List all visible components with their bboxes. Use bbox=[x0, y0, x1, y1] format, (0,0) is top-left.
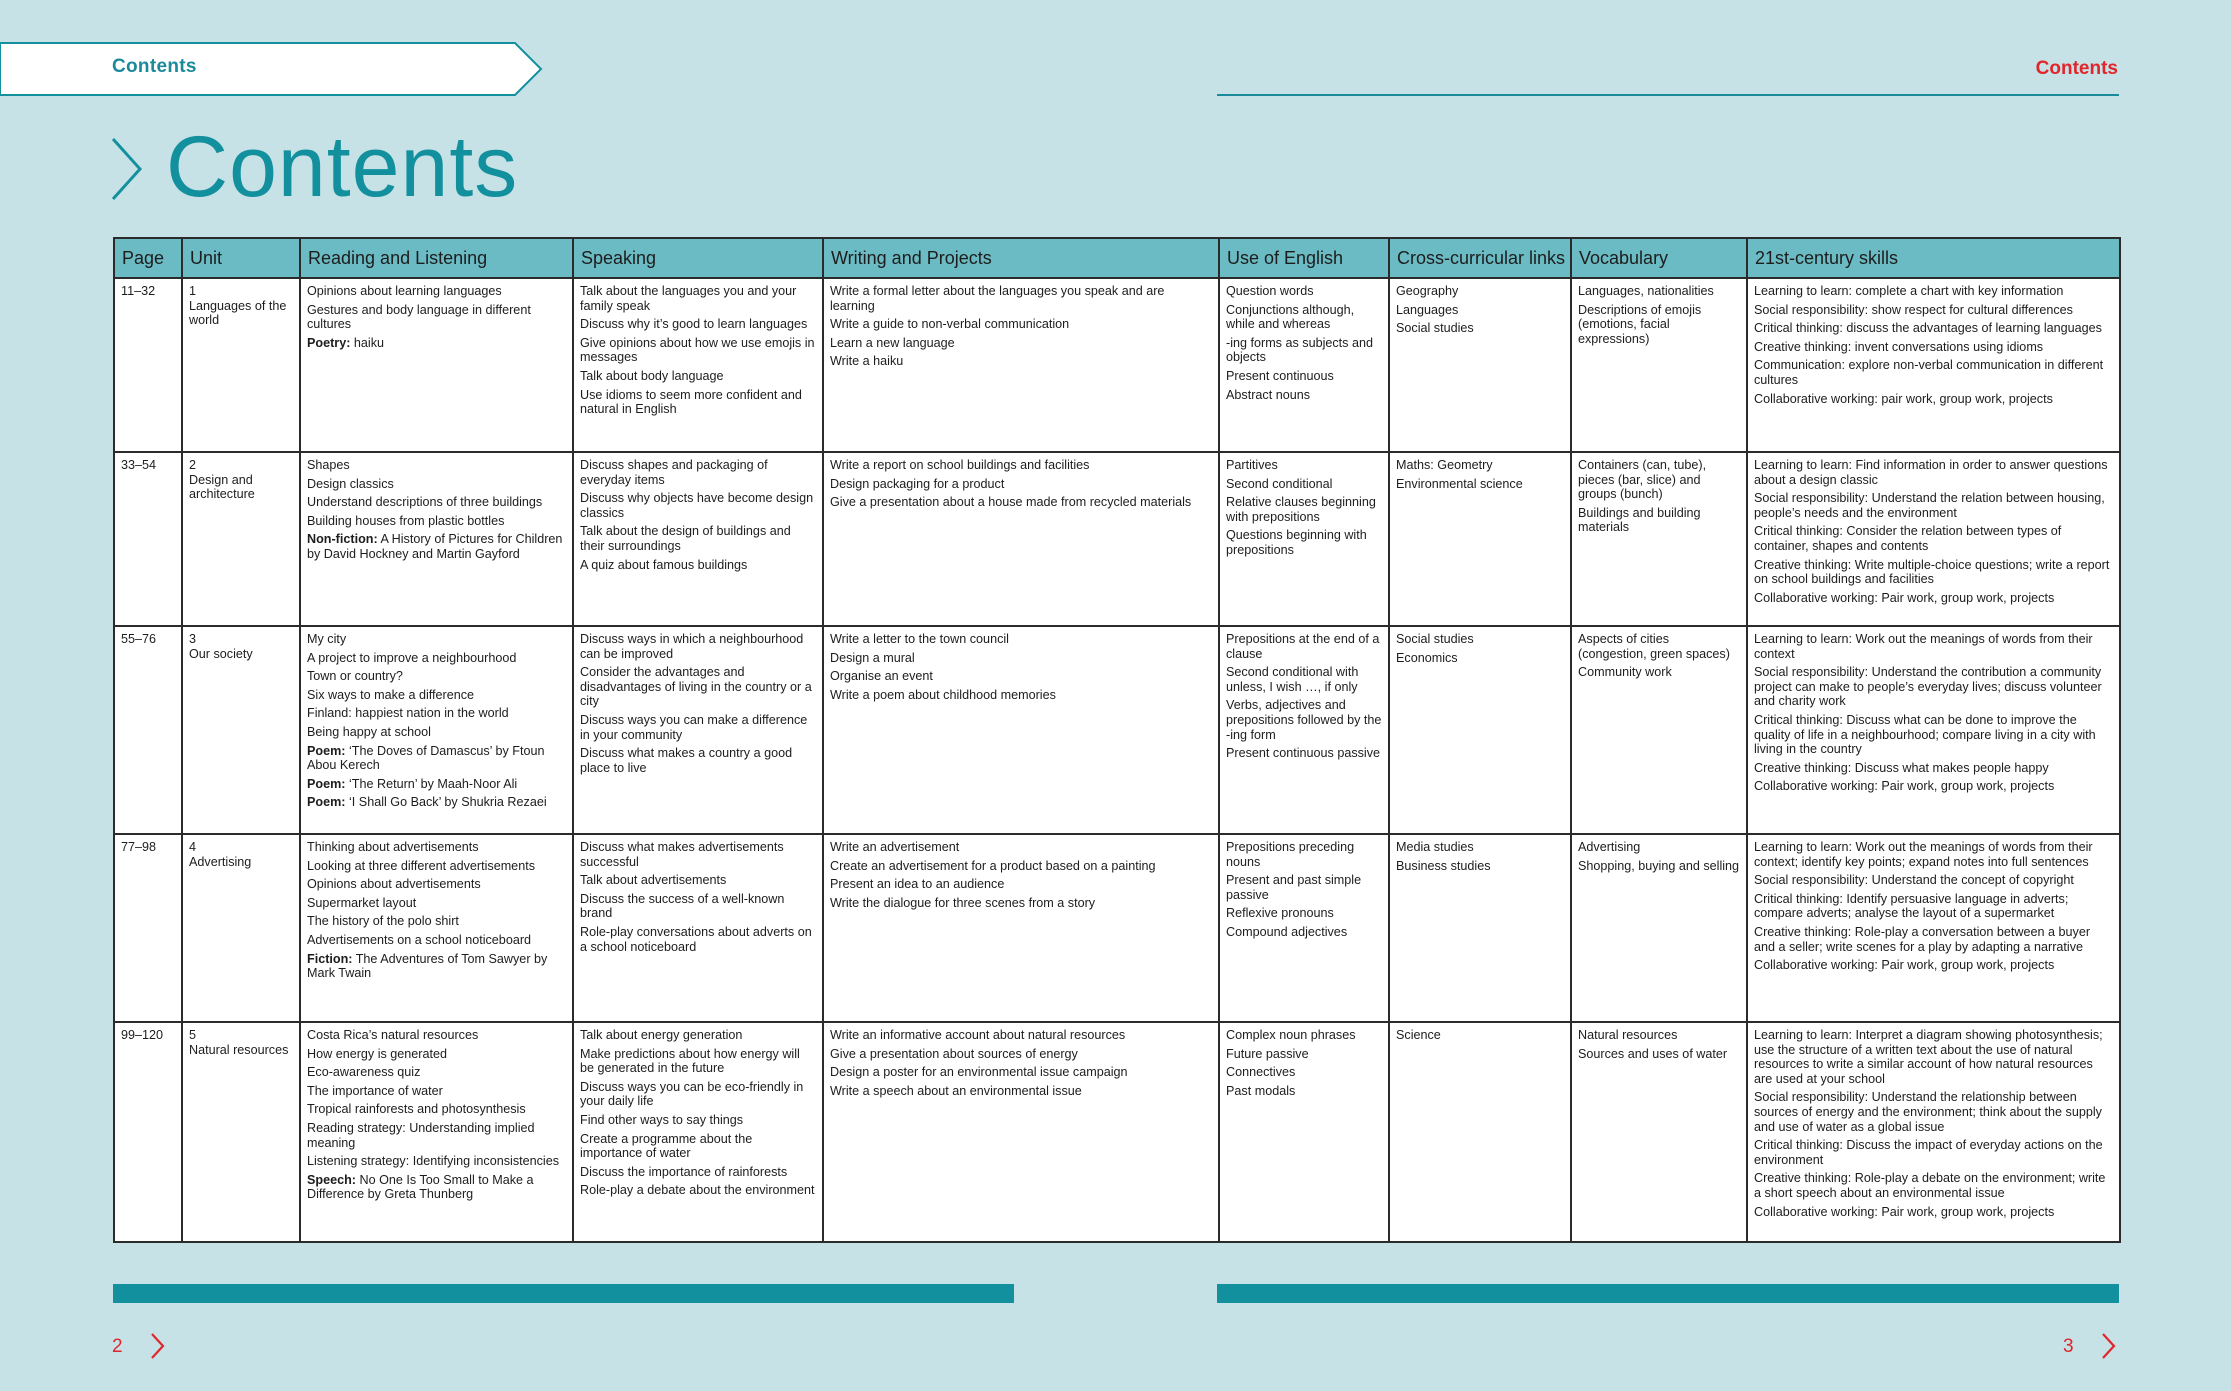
chevron-right-icon bbox=[110, 136, 144, 202]
list-item: Creative thinking: Discuss what makes people happy bbox=[1754, 760, 2049, 775]
footer-bar-left bbox=[113, 1284, 1014, 1303]
list-item: Shopping, buying and selling bbox=[1578, 858, 1740, 873]
list-item: Collaborative working: pair work, group work, projects bbox=[1754, 391, 2053, 406]
list-item: Collaborative working: Pair work, group work, projects bbox=[1754, 590, 2055, 605]
header-tab-label: Contents bbox=[112, 56, 197, 77]
list-item: Discuss why it’s good to learn languages bbox=[580, 317, 808, 332]
list-item: Compound adjectives bbox=[1226, 924, 1348, 939]
contents-table bbox=[113, 237, 2121, 1243]
vocabulary-cell bbox=[1571, 452, 1747, 626]
list-item: Present continuous bbox=[1226, 368, 1334, 383]
unit-number: 4 bbox=[189, 840, 197, 854]
page-cell: 11–32 bbox=[114, 278, 182, 452]
unit-name: Languages of the world bbox=[189, 298, 287, 328]
english-cell bbox=[1219, 278, 1389, 452]
list-item: Thinking about advertisements bbox=[307, 840, 479, 854]
list-item: Conjunctions although, while and whereas bbox=[1226, 302, 1355, 332]
writing-cell bbox=[823, 1022, 1219, 1242]
english-cell bbox=[1219, 834, 1389, 1022]
table-row bbox=[114, 834, 2120, 1022]
table-header-row bbox=[114, 238, 2120, 278]
vocabulary-cell bbox=[1571, 1022, 1747, 1242]
list-item: Reading strategy: Understanding implied meaning bbox=[307, 1120, 535, 1150]
list-item: A quiz about famous buildings bbox=[580, 557, 748, 572]
table-row bbox=[114, 626, 2120, 834]
list-item: Discuss ways you can be eco-friendly in your daily life bbox=[580, 1079, 804, 1109]
speaking-cell bbox=[573, 1022, 823, 1242]
column-header: 21st-century skills bbox=[1747, 238, 2120, 278]
list-item: Collaborative working: Pair work, group work, projects bbox=[1754, 958, 2055, 973]
list-item: Make predictions about how energy will be generated in the future bbox=[580, 1046, 800, 1076]
list-item: Maths: Geometry bbox=[1396, 458, 1493, 472]
list-item: Talk about the design of buildings and their surroundings bbox=[580, 524, 791, 553]
unit-cell bbox=[182, 452, 300, 626]
list-item: Reflexive pronouns bbox=[1226, 906, 1334, 921]
list-item bbox=[307, 336, 566, 351]
column-header: Cross-curricular links bbox=[1389, 238, 1571, 278]
writing-cell bbox=[823, 626, 1219, 834]
vocabulary-cell bbox=[1571, 834, 1747, 1022]
list-item: Buildings and building materials bbox=[1578, 505, 1701, 535]
list-item: A project to improve a neighbourhood bbox=[307, 650, 517, 665]
list-item: Critical thinking: discuss the advantages of learning languages bbox=[1754, 321, 2102, 336]
list-item: Opinions about learning languages bbox=[307, 284, 502, 298]
unit-name: Our society bbox=[189, 646, 253, 661]
list-item: Design a poster for an environmental issue campaign bbox=[830, 1065, 1128, 1080]
list-item: Discuss the importance of rainforests bbox=[580, 1164, 788, 1179]
column-header: Page bbox=[114, 238, 182, 278]
item-label: Poem: bbox=[307, 743, 346, 758]
unit-cell bbox=[182, 626, 300, 834]
item-label: Poem: bbox=[307, 776, 346, 791]
list-item: Opinions about advertisements bbox=[307, 877, 481, 892]
chevron-right-icon bbox=[2101, 1332, 2117, 1360]
list-item: Being happy at school bbox=[307, 724, 431, 739]
list-item: Prepositions preceding nouns bbox=[1226, 840, 1355, 869]
list-item: Second conditional with unless, I wish …, if only bbox=[1226, 665, 1359, 694]
list-item: Abstract nouns bbox=[1226, 387, 1311, 402]
speaking-cell bbox=[573, 834, 823, 1022]
list-item: Discuss what makes advertisements successful bbox=[580, 840, 784, 869]
list-item: Listening strategy: Identifying inconsistencies bbox=[307, 1154, 560, 1169]
list-item: My city bbox=[307, 632, 347, 646]
list-item: Social responsibility: show respect for cultural differences bbox=[1754, 302, 2073, 317]
unit-number: 1 bbox=[189, 284, 197, 298]
list-item: Media studies bbox=[1396, 840, 1474, 854]
page-number-right: 3 bbox=[2063, 1336, 2074, 1357]
page-cell: 55–76 bbox=[114, 626, 182, 834]
list-item: Sources and uses of water bbox=[1578, 1046, 1728, 1061]
list-item: Social responsibility: Understand the relationship between sources of energy and the environment; think about the supply and use of water as a global issue bbox=[1754, 1090, 2102, 1134]
page-cell: 77–98 bbox=[114, 834, 182, 1022]
english-cell bbox=[1219, 626, 1389, 834]
list-item: Social studies bbox=[1396, 632, 1474, 646]
list-item: Learning to learn: Find information in order to answer questions about a design classic bbox=[1754, 458, 2108, 487]
list-item: Relative clauses beginning with prepositions bbox=[1226, 495, 1376, 524]
list-item: Present continuous passive bbox=[1226, 746, 1381, 761]
unit-number: 3 bbox=[189, 632, 197, 646]
list-item bbox=[307, 744, 566, 773]
list-item: Collaborative working: Pair work, group work, projects bbox=[1754, 779, 2055, 794]
column-header: Vocabulary bbox=[1571, 238, 1747, 278]
list-item: Connectives bbox=[1226, 1065, 1296, 1080]
list-item: Supermarket layout bbox=[307, 895, 417, 910]
page-cell: 99–120 bbox=[114, 1022, 182, 1242]
list-item: Languages, nationalities bbox=[1578, 284, 1714, 298]
list-item: Complex noun phrases bbox=[1226, 1028, 1356, 1042]
list-item: Organise an event bbox=[830, 669, 933, 684]
list-item: Collaborative working: Pair work, group work, projects bbox=[1754, 1204, 2055, 1219]
column-header: Reading and Listening bbox=[300, 238, 573, 278]
english-cell bbox=[1219, 452, 1389, 626]
list-item: Gestures and body language in different cultures bbox=[307, 302, 531, 332]
list-item: Write a formal letter about the languages you speak and are learning bbox=[830, 284, 1165, 313]
item-text: No One Is Too Small to Make a Difference by Greta Thunberg bbox=[307, 1172, 534, 1202]
list-item: Six ways to make a difference bbox=[307, 687, 475, 702]
list-item: Discuss shapes and packaging of everyday items bbox=[580, 458, 768, 487]
table-row bbox=[114, 1022, 2120, 1242]
list-item: Prepositions at the end of a clause bbox=[1226, 632, 1380, 661]
unit-cell bbox=[182, 1022, 300, 1242]
vocabulary-cell bbox=[1571, 278, 1747, 452]
list-item: Creative thinking: Write multiple-choice questions; write a report on school buildings and facilities bbox=[1754, 557, 2110, 587]
english-cell bbox=[1219, 1022, 1389, 1242]
list-item: Learning to learn: complete a chart with key information bbox=[1754, 284, 2064, 298]
list-item: Questions beginning with prepositions bbox=[1226, 528, 1367, 557]
cross-curricular-cell bbox=[1389, 278, 1571, 452]
list-item: Social responsibility: Understand the contribution a community project can make to people’s everyday lives; discuss volunteer and charity work bbox=[1754, 665, 2102, 709]
list-item: Building houses from plastic bottles bbox=[307, 513, 505, 528]
item-label: Fiction: bbox=[307, 951, 353, 966]
list-item: Give opinions about how we use emojis in messages bbox=[580, 335, 815, 365]
list-item: Finland: happiest nation in the world bbox=[307, 706, 509, 721]
list-item: Discuss ways in which a neighbourhood can be improved bbox=[580, 632, 804, 661]
writing-cell bbox=[823, 452, 1219, 626]
list-item: Discuss why objects have become design classics bbox=[580, 491, 814, 520]
list-item: Aspects of cities (congestion, green spaces) bbox=[1578, 632, 1730, 661]
cross-curricular-cell bbox=[1389, 626, 1571, 834]
list-item: Partitives bbox=[1226, 458, 1278, 472]
item-label: Poem: bbox=[307, 795, 346, 810]
list-item: Write the dialogue for three scenes from a story bbox=[830, 895, 1096, 910]
list-item: Social studies bbox=[1396, 321, 1474, 336]
list-item: Write an advertisement bbox=[830, 840, 960, 854]
list-item: Tropical rainforests and photosynthesis bbox=[307, 1102, 526, 1117]
tab-shape bbox=[0, 42, 545, 98]
list-item bbox=[307, 532, 566, 561]
list-item: Find other ways to say things bbox=[580, 1112, 744, 1127]
list-item: Critical thinking: Discuss the impact of everyday actions on the environment bbox=[1754, 1138, 2103, 1167]
list-item: Discuss ways you can make a difference in your community bbox=[580, 712, 808, 742]
item-text: haiku bbox=[350, 335, 384, 350]
list-item: Write a report on school buildings and facilities bbox=[830, 458, 1090, 472]
list-item: Create an advertisement for a product based on a painting bbox=[830, 858, 1156, 873]
list-item: Geography bbox=[1396, 284, 1459, 298]
list-item: The importance of water bbox=[307, 1083, 443, 1098]
reading-cell bbox=[300, 1022, 573, 1242]
list-item: Creative thinking: Role-play a debate on the environment; write a short speech about an environmental issue bbox=[1754, 1171, 2106, 1200]
list-item: Design packaging for a product bbox=[830, 476, 1005, 491]
list-item: Give a presentation about a house made from recycled materials bbox=[830, 495, 1192, 510]
list-item bbox=[307, 795, 566, 810]
skills-cell bbox=[1747, 626, 2120, 834]
table-body bbox=[114, 278, 2120, 1242]
header-tab bbox=[0, 42, 540, 96]
list-item: Descriptions of emojis (emotions, facial expressions) bbox=[1578, 302, 1702, 346]
speaking-cell bbox=[573, 278, 823, 452]
list-item: Learning to learn: Work out the meanings of words from their context; identify key points; expand notes into full sentences bbox=[1754, 840, 2093, 869]
list-item: Future passive bbox=[1226, 1046, 1309, 1061]
column-header: Speaking bbox=[573, 238, 823, 278]
list-item: Present and past simple passive bbox=[1226, 873, 1362, 902]
list-item: Present an idea to an audience bbox=[830, 877, 1005, 892]
list-item: Creative thinking: invent conversations using idioms bbox=[1754, 339, 2044, 354]
column-header: Unit bbox=[182, 238, 300, 278]
unit-number: 5 bbox=[189, 1028, 197, 1042]
skills-cell bbox=[1747, 834, 2120, 1022]
table-row bbox=[114, 452, 2120, 626]
cross-curricular-cell bbox=[1389, 1022, 1571, 1242]
list-item: Design classics bbox=[307, 476, 394, 491]
reading-cell bbox=[300, 278, 573, 452]
item-text: ‘The Return’ by Maah-Noor Ali bbox=[345, 776, 518, 791]
list-item: Give a presentation about sources of energy bbox=[830, 1046, 1078, 1061]
list-item: Town or country? bbox=[307, 669, 403, 684]
unit-cell bbox=[182, 834, 300, 1022]
list-item: Discuss the success of a well-known brand bbox=[580, 891, 785, 921]
list-item: Natural resources bbox=[1578, 1028, 1678, 1042]
item-label: Non-fiction: bbox=[307, 532, 378, 547]
cross-curricular-cell bbox=[1389, 834, 1571, 1022]
list-item: Write a guide to non-verbal communication bbox=[830, 317, 1070, 332]
item-text: ‘I Shall Go Back’ by Shukria Rezaei bbox=[345, 795, 547, 810]
header-right-label: Contents bbox=[2035, 58, 2118, 79]
item-label: Speech: bbox=[307, 1172, 356, 1187]
list-item: How energy is generated bbox=[307, 1046, 448, 1061]
page-number-left: 2 bbox=[112, 1336, 123, 1357]
list-item: Understand descriptions of three buildings bbox=[307, 495, 543, 510]
list-item: Communication: explore non-verbal communication in different cultures bbox=[1754, 358, 2104, 387]
list-item: Containers (can, tube), pieces (bar, slice) and groups (bunch) bbox=[1578, 458, 1707, 502]
reading-cell bbox=[300, 452, 573, 626]
chevron-right-icon bbox=[150, 1332, 166, 1360]
list-item: Social responsibility: Understand the relation between housing, people’s needs and the environment bbox=[1754, 491, 2105, 520]
list-item: Critical thinking: Consider the relation between types of container, shapes and contents bbox=[1754, 524, 2062, 553]
list-item: Design a mural bbox=[830, 650, 915, 665]
list-item: Use idioms to seem more confident and natural in English bbox=[580, 387, 802, 417]
item-label: Poetry: bbox=[307, 335, 351, 350]
list-item bbox=[307, 952, 566, 981]
list-item: Write a speech about an environmental issue bbox=[830, 1083, 1082, 1098]
list-item: Learn a new language bbox=[830, 335, 955, 350]
reading-cell bbox=[300, 834, 573, 1022]
column-header: Writing and Projects bbox=[823, 238, 1219, 278]
unit-cell bbox=[182, 278, 300, 452]
list-item: Talk about the languages you and your family speak bbox=[580, 284, 797, 313]
list-item: Write a letter to the town council bbox=[830, 632, 1009, 646]
header-divider bbox=[1217, 94, 2119, 96]
list-item: Creative thinking: Role-play a conversation between a buyer and a seller; write scenes for a play by adapting a narrative bbox=[1754, 924, 2091, 954]
table-row bbox=[114, 278, 2120, 452]
list-item: Discuss what makes a country a good place to live bbox=[580, 746, 793, 775]
list-item: Write a haiku bbox=[830, 354, 904, 369]
item-text: A History of Pictures for Children by David Hockney and Martin Gayford bbox=[307, 532, 563, 561]
item-text: ‘The Doves of Damascus’ by Ftoun Abou Kerech bbox=[307, 743, 545, 773]
list-item: Second conditional bbox=[1226, 476, 1333, 491]
list-item: Environmental science bbox=[1396, 476, 1523, 491]
list-item: Question words bbox=[1226, 284, 1314, 298]
footer-bar-right bbox=[1217, 1284, 2119, 1303]
list-item: Science bbox=[1396, 1028, 1441, 1042]
list-item: Past modals bbox=[1226, 1083, 1296, 1098]
speaking-cell bbox=[573, 452, 823, 626]
skills-cell bbox=[1747, 1022, 2120, 1242]
list-item: Talk about body language bbox=[580, 368, 724, 383]
list-item: Learning to learn: Interpret a diagram showing photosynthesis; use the structure of a written text about the use of natural resources to write a similar account of how natural resources are used at your school bbox=[1754, 1028, 2103, 1086]
list-item: Advertisements on a school noticeboard bbox=[307, 932, 532, 947]
cross-curricular-cell bbox=[1389, 452, 1571, 626]
unit-name: Design and architecture bbox=[189, 472, 255, 502]
list-item: Critical thinking: Discuss what can be done to improve the quality of life in a neighbourhood; compare living in a city with living in the country bbox=[1754, 712, 2096, 757]
list-item: Community work bbox=[1578, 665, 1672, 680]
list-item: Learning to learn: Work out the meanings of words from their context bbox=[1754, 632, 2093, 661]
writing-cell bbox=[823, 834, 1219, 1022]
list-item: -ing forms as subjects and objects bbox=[1226, 335, 1373, 365]
reading-cell bbox=[300, 626, 573, 834]
speaking-cell bbox=[573, 626, 823, 834]
list-item: Looking at three different advertisements bbox=[307, 858, 535, 873]
vocabulary-cell bbox=[1571, 626, 1747, 834]
list-item: Write a poem about childhood memories bbox=[830, 687, 1056, 702]
column-header: Use of English bbox=[1219, 238, 1389, 278]
page-title: Contents bbox=[166, 119, 519, 215]
list-item: The history of the polo shirt bbox=[307, 914, 459, 929]
list-item bbox=[307, 777, 566, 792]
list-item: Role-play conversations about adverts on a school noticeboard bbox=[580, 924, 812, 954]
list-item: Costa Rica’s natural resources bbox=[307, 1028, 479, 1042]
unit-name: Advertising bbox=[189, 854, 252, 869]
list-item: Advertising bbox=[1578, 840, 1641, 854]
list-item: Role-play a debate about the environment bbox=[580, 1183, 815, 1198]
list-item: Talk about advertisements bbox=[580, 873, 727, 888]
list-item: Write an informative account about natural resources bbox=[830, 1028, 1126, 1042]
list-item: Verbs, adjectives and prepositions followed by the -ing form bbox=[1226, 698, 1382, 742]
page-cell: 33–54 bbox=[114, 452, 182, 626]
list-item: Economics bbox=[1396, 650, 1458, 665]
unit-name: Natural resources bbox=[189, 1042, 289, 1057]
list-item: Business studies bbox=[1396, 858, 1491, 873]
writing-cell bbox=[823, 278, 1219, 452]
item-text: The Adventures of Tom Sawyer by Mark Twain bbox=[307, 951, 548, 981]
list-item: Social responsibility: Understand the concept of copyright bbox=[1754, 873, 2074, 888]
list-item bbox=[307, 1173, 566, 1202]
list-item: Eco-awareness quiz bbox=[307, 1065, 421, 1080]
unit-number: 2 bbox=[189, 458, 197, 472]
list-item: Shapes bbox=[307, 458, 350, 472]
list-item: Talk about energy generation bbox=[580, 1028, 743, 1042]
list-item: Critical thinking: Identify persuasive language in adverts; compare adverts; analyse the layout of a supermarket bbox=[1754, 891, 2069, 921]
skills-cell bbox=[1747, 278, 2120, 452]
list-item: Languages bbox=[1396, 302, 1459, 317]
list-item: Consider the advantages and disadvantages of living in the country or a city bbox=[580, 665, 812, 709]
skills-cell bbox=[1747, 452, 2120, 626]
list-item: Create a programme about the importance of water bbox=[580, 1131, 753, 1161]
